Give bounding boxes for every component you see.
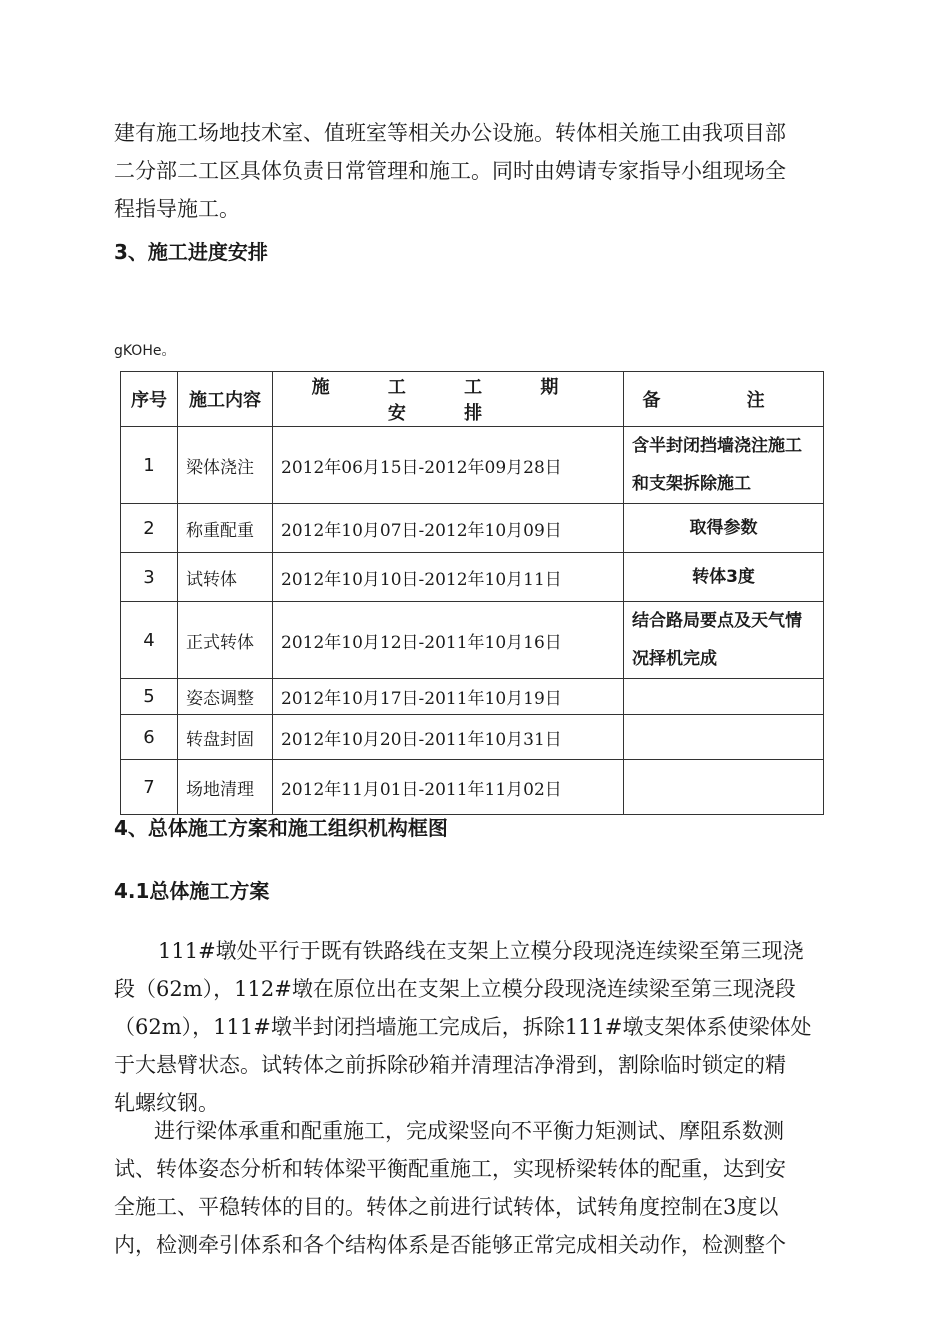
row-period: 2012年10月07日-2012年10月09日 <box>273 504 624 553</box>
row-note: 结合路局要点及天气情况择机完成 <box>624 602 824 679</box>
table-row <box>121 553 824 602</box>
row-period: 2012年10月12日-2011年10月16日 <box>273 602 624 679</box>
row-no: 1 <box>121 427 178 504</box>
scheme-paragraph-2 <box>114 1112 838 1264</box>
row-content: 梁体浇注 <box>178 427 273 504</box>
row-content: 场地清理 <box>178 760 273 815</box>
para1-line-3: （62m），111#墩半封闭挡墙施工完成后，拆除111#墩支架体系使梁体处 <box>114 1015 812 1039</box>
section-3-heading: 3、施工进度安排 <box>114 240 268 264</box>
intro-line-3: 程指导施工。 <box>114 197 240 221</box>
para1-line-2: 段（62m），112#墩在原位出在支架上立模分段现浇连续梁至第三现浇段 <box>114 977 796 1001</box>
row-no: 3 <box>121 553 178 602</box>
table-header-row <box>121 372 824 427</box>
table-row <box>121 679 824 715</box>
table-row <box>121 427 824 504</box>
para1-line-1: 111#墩处平行于既有铁路线在支架上立模分段现浇连续梁至第三现浇 <box>158 939 804 963</box>
table-row <box>121 504 824 553</box>
para1-line-4: 于大悬臂状态。试转体之前拆除砂箱并清理洁净滑到，割除临时锁定的精 <box>114 1053 786 1077</box>
para2-line-4: 内，检测牵引体系和各个结构体系是否能够正常完成相关动作，检测整个 <box>114 1233 786 1257</box>
row-content: 转盘封固 <box>178 715 273 760</box>
table-row <box>121 715 824 760</box>
row-note <box>624 760 824 815</box>
row-no: 2 <box>121 504 178 553</box>
header-period: 施 工 工 期 安 排 <box>273 372 624 427</box>
row-period: 2012年10月17日-2011年10月19日 <box>273 679 624 715</box>
table-row <box>121 602 824 679</box>
row-period: 2012年10月10日-2012年10月11日 <box>273 553 624 602</box>
row-note <box>624 679 824 715</box>
row-period: 2012年06月15日-2012年09月28日 <box>273 427 624 504</box>
row-content: 正式转体 <box>178 602 273 679</box>
scheme-paragraph-1 <box>114 932 838 1122</box>
para2-line-2: 试、转体姿态分析和转体梁平衡配重施工，实现桥梁转体的配重，达到安 <box>114 1157 786 1181</box>
row-period: 2012年10月20日-2011年10月31日 <box>273 715 624 760</box>
row-note: 含半封闭挡墙浇注施工和支架拆除施工 <box>624 427 824 504</box>
row-content: 姿态调整 <box>178 679 273 715</box>
section-3-fragment: gKOHe。 <box>114 343 176 359</box>
row-note: 取得参数 <box>624 504 824 553</box>
header-no: 序号 <box>121 372 178 427</box>
header-content: 施工内容 <box>178 372 273 427</box>
para1-line-5: 轧螺纹钢。 <box>114 1091 219 1115</box>
row-no: 6 <box>121 715 178 760</box>
intro-paragraph <box>114 114 838 228</box>
intro-line-2: 二分部二工区具体负责日常管理和施工。同时由娉请专家指导小组现场全 <box>114 159 786 183</box>
para2-line-3: 全施工、平稳转体的目的。转体之前进行试转体，试转角度控制在3度以 <box>114 1195 779 1219</box>
table-row <box>121 760 824 815</box>
row-content: 试转体 <box>178 553 273 602</box>
intro-line-1: 建有施工场地技术室、值班室等相关办公设施。转体相关施工由我项目部 <box>114 121 786 145</box>
para2-line-1: 进行梁体承重和配重施工，完成梁竖向不平衡力矩测试、摩阻系数测 <box>154 1119 784 1143</box>
row-no: 5 <box>121 679 178 715</box>
row-content: 称重配重 <box>178 504 273 553</box>
row-no: 4 <box>121 602 178 679</box>
row-period: 2012年11月01日-2011年11月02日 <box>273 760 624 815</box>
row-no: 7 <box>121 760 178 815</box>
schedule-table <box>120 371 824 815</box>
row-note <box>624 715 824 760</box>
header-note: 备 注 <box>624 372 824 427</box>
section-4-heading: 4、总体施工方案和施工组织机构框图 <box>114 816 448 840</box>
section-4-1-heading: 4.1总体施工方案 <box>114 879 270 903</box>
row-note: 转体3度 <box>624 553 824 602</box>
